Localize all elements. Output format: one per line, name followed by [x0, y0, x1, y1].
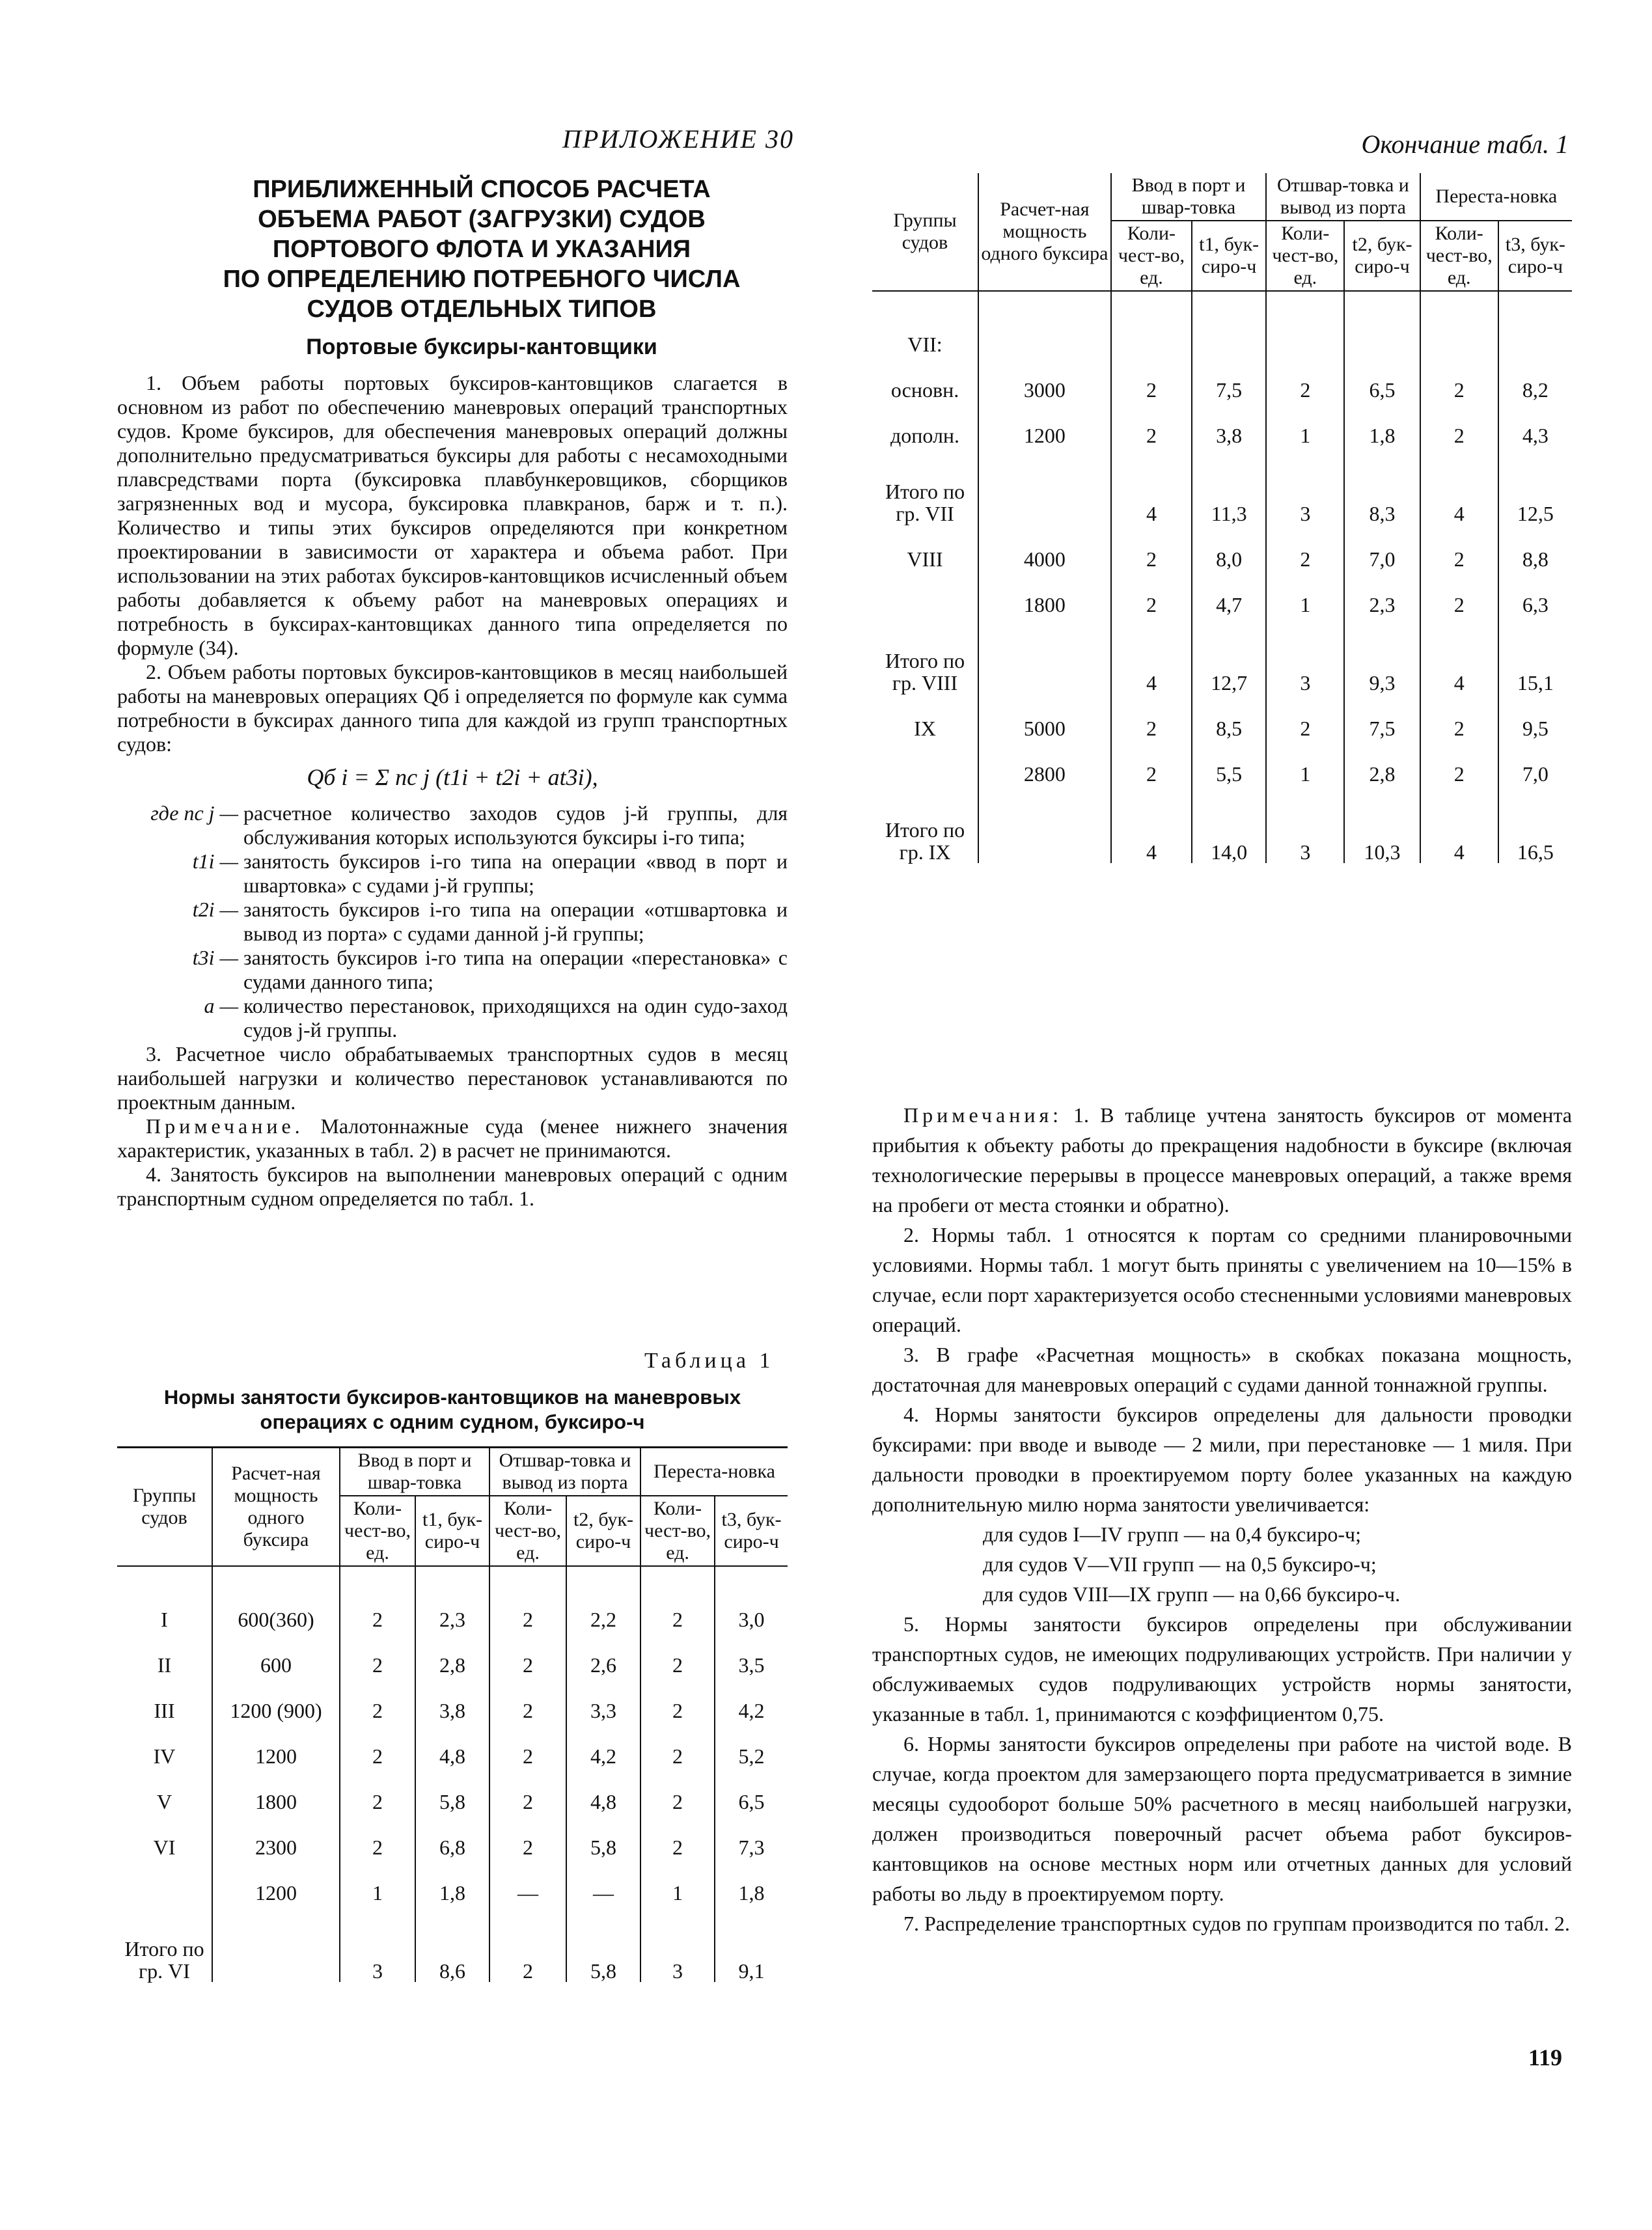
value-cell: 2 — [340, 1722, 415, 1767]
value-cell: 4 — [1420, 785, 1498, 863]
paragraph-1: 1. Объем работы портовых буксиров-кантовщиков слагается в основном из работ по обеспечению маневровых операций транспортных судов. Кроме буксиров, для обеспечения маневровых операций должны дополнительно предусматриваться буксиры для работы с несамоходными плавсредствами порта (буксировка плавбункеровщиков, сборщиков загрязненных вод и мусора, буксировка плавкранов, барж и т. п.). Количество и типы этих буксиров определяются при конкретном проектировании в зависимости от характера и объема работ. При использовании на этих работах буксиров-кантовщиков исчисленный объем работы добавляется к объему работ на маневровых операциях и потребность в буксирах-кантовщиках данного типа определяется по формуле (34). — [117, 371, 788, 659]
value-cell: 12,5 — [1498, 447, 1572, 525]
table-row — [117, 1722, 788, 1767]
value-cell — [1420, 310, 1498, 355]
value-cell: 2 — [340, 1585, 415, 1631]
note — [117, 1114, 788, 1163]
group-cell: II — [157, 1653, 172, 1677]
header-exit: Отшвар-товка и вывод из порта — [489, 1448, 640, 1496]
header-qty: Коли-чест-во, ед. — [1111, 221, 1192, 291]
value-cell: 4000 — [978, 525, 1111, 570]
value-cell — [1266, 310, 1344, 355]
norms-table-part-2 — [872, 173, 1572, 863]
value-cell: 1200 — [212, 1858, 340, 1904]
group-cell: I — [161, 1608, 168, 1631]
table-row — [872, 525, 1572, 570]
header-qty: Коли-чест-во, ед. — [1420, 221, 1498, 291]
value-cell: 3000 — [978, 355, 1111, 401]
formula: Qб i = Σ nc j (t1i + t2i + at3i), — [307, 764, 598, 790]
value-cell: 2 — [1420, 570, 1498, 616]
value-cell: 2,8 — [1344, 739, 1420, 785]
group-cell: Итого по гр. VIII — [885, 649, 965, 695]
table-row — [117, 1767, 788, 1813]
value-cell: 9,1 — [715, 1904, 788, 1982]
value-cell: 2 — [1420, 355, 1498, 401]
value-cell: 1800 — [978, 570, 1111, 616]
paragraph-4: 4. Занятость буксиров на выполнении маневровых операций с одним транспортным судном определяется по табл. 1. — [117, 1163, 788, 1210]
group-cell: VIII — [907, 547, 943, 571]
table-row — [117, 1904, 788, 1982]
value-cell: 2800 — [978, 739, 1111, 785]
definition-item: где nc j — расчетное количество заходов судов j-й группы, для обслуживания которых используются буксиры i-го типа; — [150, 801, 788, 849]
value-cell: 1 — [340, 1858, 415, 1904]
value-cell: 2 — [1266, 694, 1344, 739]
value-cell: 4,7 — [1192, 570, 1266, 616]
table-row — [117, 1858, 788, 1904]
value-cell: 600 — [212, 1631, 340, 1676]
value-cell — [978, 616, 1111, 694]
value-cell: 2 — [489, 1813, 566, 1858]
note-4b: для судов V—VII групп — на 0,5 буксиро-ч; — [983, 1552, 1377, 1576]
group-cell: V — [156, 1790, 172, 1813]
header-entry: Ввод в порт и швар-товка — [1111, 173, 1266, 221]
value-cell: 4 — [1111, 447, 1192, 525]
note-text: Малотоннажные суда (менее нижнего значения характеристик, указанных в табл. 2) в расчет не принимаются. — [117, 1114, 788, 1162]
value-cell: 4,8 — [415, 1722, 489, 1767]
value-cell: 2 — [640, 1722, 715, 1767]
header-t3: t3, бук-сиро-ч — [715, 1496, 788, 1566]
table-row — [117, 1813, 788, 1858]
value-cell: 2,6 — [566, 1631, 640, 1676]
table-continuation-label: Окончание табл. 1 — [1361, 130, 1569, 159]
value-cell: 1 — [1266, 401, 1344, 447]
value-cell: 2 — [1420, 694, 1498, 739]
title-line: ПРИБЛИЖЕННЫЙ СПОСОБ РАСЧЕТА — [253, 176, 711, 203]
value-cell: 3 — [1266, 616, 1344, 694]
value-cell: 600(360) — [212, 1585, 340, 1631]
value-cell: 5,2 — [715, 1722, 788, 1767]
value-cell: 2 — [1111, 401, 1192, 447]
note-4c: для судов VIII—IX групп — на 0,66 буксиро-ч. — [983, 1582, 1401, 1606]
note-1: Примечания: 1. В таблице учтена занятость буксиров от момента прибытия к объекту работы до прекращения надобности в буксире (включая технологические перерывы в процессе маневровых операций, а также время на пробеги от места стоянки и обратно). — [872, 1103, 1572, 1217]
value-cell: 3 — [640, 1904, 715, 1982]
value-cell: 8,2 — [1498, 355, 1572, 401]
value-cell: 4,2 — [715, 1676, 788, 1722]
value-cell: 10,3 — [1344, 785, 1420, 863]
value-cell: 6,3 — [1498, 570, 1572, 616]
value-cell: 7,0 — [1498, 739, 1572, 785]
value-cell: 8,8 — [1498, 525, 1572, 570]
header-qty: Коли-чест-во, ед. — [1266, 221, 1344, 291]
value-cell: 7,5 — [1344, 694, 1420, 739]
value-cell: 5,5 — [1192, 739, 1266, 785]
note-5: 5. Нормы занятости буксиров определены при обслуживании транспортных судов, не имеющих подруливающих устройств. При наличии у обслуживаемых судов подруливающих устройств нормы занятости, указанные в табл. 1, принимаются с коэффициентом 0,75. — [872, 1612, 1572, 1726]
header-group: Группы судов — [872, 173, 978, 291]
value-cell: 2 — [1111, 570, 1192, 616]
header-shift: Переста-новка — [1420, 173, 1572, 221]
value-cell: 3 — [1266, 447, 1344, 525]
header-t1: t1, бук-сиро-ч — [415, 1496, 489, 1566]
value-cell: 2 — [489, 1904, 566, 1982]
value-cell: — — [489, 1858, 566, 1904]
value-cell: 5000 — [978, 694, 1111, 739]
value-cell — [978, 447, 1111, 525]
value-cell: 5,8 — [566, 1813, 640, 1858]
value-cell: 2 — [1420, 525, 1498, 570]
appendix-label: ПРИЛОЖЕНИЕ 30 — [562, 124, 794, 154]
value-cell: 2 — [489, 1585, 566, 1631]
value-cell: 8,0 — [1192, 525, 1266, 570]
value-cell: 2 — [640, 1631, 715, 1676]
group-cell — [872, 739, 978, 785]
value-cell: 1 — [640, 1858, 715, 1904]
value-cell: 1200 — [978, 401, 1111, 447]
table-row — [117, 1631, 788, 1676]
value-cell: 2 — [340, 1813, 415, 1858]
norms-table-part-1 — [117, 1446, 788, 1982]
notes-label: Примечания: — [903, 1103, 1063, 1127]
value-cell: 2300 — [212, 1813, 340, 1858]
value-cell: 4 — [1420, 447, 1498, 525]
table-label: Таблица 1 — [644, 1349, 775, 1373]
header-qty: Коли-чест-во, ед. — [340, 1496, 415, 1566]
header-t2: t2, бук-сиро-ч — [566, 1496, 640, 1566]
value-cell — [1498, 310, 1572, 355]
value-cell: 4 — [1420, 616, 1498, 694]
table-row — [872, 739, 1572, 785]
value-cell: 1,8 — [715, 1858, 788, 1904]
value-cell: 2,3 — [1344, 570, 1420, 616]
note-4: 4. Нормы занятости буксиров определены для дальности проводки буксирами: при вводе и выводе — 2 мили, при перестановке — 1 миля. При дальности проводки в проектируемом порту более указанных на каждую дополнительную милю норма занятости увеличивается: — [872, 1403, 1572, 1516]
table-row — [117, 1585, 788, 1631]
table-row — [872, 401, 1572, 447]
note-6: 6. Нормы занятости буксиров определены при работе на чистой воде. В случае, когда проектом для замерзающего порта предусматривается в зимние месяцы судооборот больше 50% расчетного в месяц наибольшей нагрузки, должен производиться поверочный расчет объема работ буксиров-кантовщиков на основе местных норм или отчетных данных для условий работы во льду в проектируемом порту. — [872, 1732, 1572, 1905]
group-cell: дополн. — [890, 424, 960, 447]
value-cell: 3,5 — [715, 1631, 788, 1676]
table-caption: Нормы занятости буксиров-кантовщиков на маневровых операциях с одним судном, буксиро-ч — [163, 1386, 741, 1433]
group-cell: III — [154, 1699, 175, 1722]
group-cell: Итого по гр. VI — [124, 1937, 204, 1983]
value-cell — [1192, 310, 1266, 355]
value-cell: 2 — [489, 1722, 566, 1767]
group-cell: Итого по гр. IX — [885, 818, 965, 864]
value-cell: 2 — [1111, 739, 1192, 785]
table-row — [872, 570, 1572, 616]
table-row — [872, 616, 1572, 694]
note-4a: для судов I—IV групп — на 0,4 буксиро-ч; — [983, 1522, 1362, 1546]
paragraph-2: 2. Объем работы портовых буксиров-кантовщиков в месяц наибольшей работы на маневровых операциях Qб i определяется по формуле как сумма потребности в буксирах данного типа для каждой из групп транспортных судов: — [117, 660, 788, 756]
value-cell: 7,5 — [1192, 355, 1266, 401]
value-cell: 4 — [1111, 616, 1192, 694]
value-cell: 1200 — [212, 1722, 340, 1767]
header-qty: Коли-чест-во, ед. — [489, 1496, 566, 1566]
table-row — [872, 694, 1572, 739]
value-cell: 2 — [340, 1767, 415, 1813]
value-cell: 2 — [1420, 739, 1498, 785]
table-row — [872, 310, 1572, 355]
value-cell — [1111, 310, 1192, 355]
header-t2: t2, бук-сиро-ч — [1344, 221, 1420, 291]
definitions-list — [117, 801, 788, 1042]
value-cell: 2 — [640, 1585, 715, 1631]
value-cell: 2 — [1111, 525, 1192, 570]
section-title: Портовые буксиры-кантовщики — [306, 335, 657, 359]
value-cell: 3,0 — [715, 1585, 788, 1631]
title-line: ПО ОПРЕДЕЛЕНИЮ ПОТРЕБНОГО ЧИСЛА — [223, 266, 741, 293]
header-power: Расчет-ная мощность одного буксира — [978, 173, 1111, 291]
document-title — [137, 174, 827, 324]
table-row — [872, 355, 1572, 401]
value-cell: 2 — [1266, 355, 1344, 401]
value-cell: 14,0 — [1192, 785, 1266, 863]
group-cell: IV — [153, 1744, 176, 1768]
value-cell: 1,8 — [415, 1858, 489, 1904]
value-cell: 2 — [640, 1813, 715, 1858]
value-cell: 8,6 — [415, 1904, 489, 1982]
value-cell: 2 — [1266, 525, 1344, 570]
value-cell: 4,8 — [566, 1767, 640, 1813]
value-cell: 5,8 — [415, 1767, 489, 1813]
value-cell — [978, 785, 1111, 863]
definition-item: t2i — занятость буксиров i-го типа на операции «отшвартовка и вывод из порта» с судами данной j-й группы; — [192, 898, 788, 945]
value-cell: 16,5 — [1498, 785, 1572, 863]
title-line: СУДОВ ОТДЕЛЬНЫХ ТИПОВ — [307, 296, 657, 323]
title-line: ОБЪЕМА РАБОТ (ЗАГРУЗКИ) СУДОВ — [258, 206, 706, 233]
value-cell: 6,8 — [415, 1813, 489, 1858]
group-cell: основн. — [890, 378, 959, 402]
value-cell — [978, 310, 1111, 355]
header-group: Группы судов — [117, 1448, 212, 1567]
value-cell: 3,8 — [415, 1676, 489, 1722]
value-cell: 1200 (900) — [212, 1676, 340, 1722]
page-number: 119 — [1528, 2044, 1562, 2071]
value-cell: 4 — [1111, 785, 1192, 863]
value-cell: 1 — [1266, 570, 1344, 616]
table-row — [872, 785, 1572, 863]
note-2: 2. Нормы табл. 1 относятся к портам со средними планировочными условиями. Нормы табл. 1 могут быть приняты с увеличением на 10—15% в случае, если порт характеризуется особо стесненными условиями маневровых операций. — [872, 1223, 1572, 1336]
note-7: 7. Распределение транспортных судов по группам производится по табл. 2. — [903, 1912, 1570, 1935]
value-cell: 2 — [640, 1767, 715, 1813]
value-cell: 1,8 — [1344, 401, 1420, 447]
value-cell: 4,3 — [1498, 401, 1572, 447]
value-cell: 3 — [340, 1904, 415, 1982]
value-cell: 2 — [1111, 355, 1192, 401]
value-cell: 8,5 — [1192, 694, 1266, 739]
value-cell: 7,3 — [715, 1813, 788, 1858]
header-exit: Отшвар-товка и вывод из порта — [1266, 173, 1420, 221]
value-cell: 9,5 — [1498, 694, 1572, 739]
note-label: Примечание. — [146, 1114, 304, 1138]
value-cell: 2,8 — [415, 1631, 489, 1676]
value-cell: 2 — [489, 1767, 566, 1813]
value-cell: 3 — [1266, 785, 1344, 863]
header-t1: t1, бук-сиро-ч — [1192, 221, 1266, 291]
group-cell: VII: — [907, 333, 943, 356]
note-3: 3. В графе «Расчетная мощность» в скобках показана мощность, достаточная для маневровых операций с судами данной тоннажной группы. — [872, 1343, 1572, 1396]
value-cell — [212, 1904, 340, 1982]
value-cell: 2 — [340, 1631, 415, 1676]
header-t3: t3, бук-сиро-ч — [1498, 221, 1572, 291]
value-cell: 5,8 — [566, 1904, 640, 1982]
group-cell — [872, 570, 978, 616]
value-cell: 2 — [1420, 401, 1498, 447]
value-cell: 3,3 — [566, 1676, 640, 1722]
value-cell: 12,7 — [1192, 616, 1266, 694]
value-cell — [1344, 310, 1420, 355]
value-cell: 6,5 — [715, 1767, 788, 1813]
value-cell: — — [566, 1858, 640, 1904]
header-entry: Ввод в порт и швар-товка — [340, 1448, 489, 1496]
value-cell: 4,2 — [566, 1722, 640, 1767]
left-column-text — [117, 371, 788, 1211]
header-shift: Переста-новка — [640, 1448, 788, 1496]
group-cell: Итого по гр. VII — [885, 480, 965, 525]
group-cell: IX — [914, 717, 936, 740]
definition-item: t3i — занятость буксиров i-го типа на операции «перестановка» с судами данного типа; — [192, 946, 788, 993]
header-power: Расчет-ная мощность одного буксира — [212, 1448, 340, 1567]
value-cell: 7,0 — [1344, 525, 1420, 570]
table-row — [117, 1676, 788, 1722]
value-cell: 6,5 — [1344, 355, 1420, 401]
value-cell: 2 — [489, 1631, 566, 1676]
value-cell: 2 — [340, 1676, 415, 1722]
group-cell: VI — [153, 1836, 176, 1859]
value-cell: 1 — [1266, 739, 1344, 785]
value-cell: 3,8 — [1192, 401, 1266, 447]
value-cell: 2 — [1111, 694, 1192, 739]
value-cell: 2,2 — [566, 1585, 640, 1631]
group-cell — [117, 1858, 212, 1904]
header-qty: Коли-чест-во, ед. — [640, 1496, 715, 1566]
value-cell: 2,3 — [415, 1585, 489, 1631]
title-line: ПОРТОВОГО ФЛОТА И УКАЗАНИЯ — [272, 236, 691, 263]
value-cell: 2 — [640, 1676, 715, 1722]
value-cell: 15,1 — [1498, 616, 1572, 694]
table-notes — [872, 1100, 1572, 1938]
value-cell: 11,3 — [1192, 447, 1266, 525]
value-cell: 9,3 — [1344, 616, 1420, 694]
definition-item: a — количество перестановок, приходящихся на один судо-заход судов j-й группы. — [204, 994, 788, 1041]
table-row — [872, 447, 1572, 525]
definition-item: t1i — занятость буксиров i-го типа на операции «ввод в порт и швартовка» с судами j-й группы; — [192, 849, 788, 897]
value-cell: 1800 — [212, 1767, 340, 1813]
value-cell: 8,3 — [1344, 447, 1420, 525]
paragraph-3: 3. Расчетное число обрабатываемых транспортных судов в месяц наибольшей нагрузки и количество перестановок устанавливаются по проектным данным. — [117, 1042, 788, 1114]
value-cell: 2 — [489, 1676, 566, 1722]
